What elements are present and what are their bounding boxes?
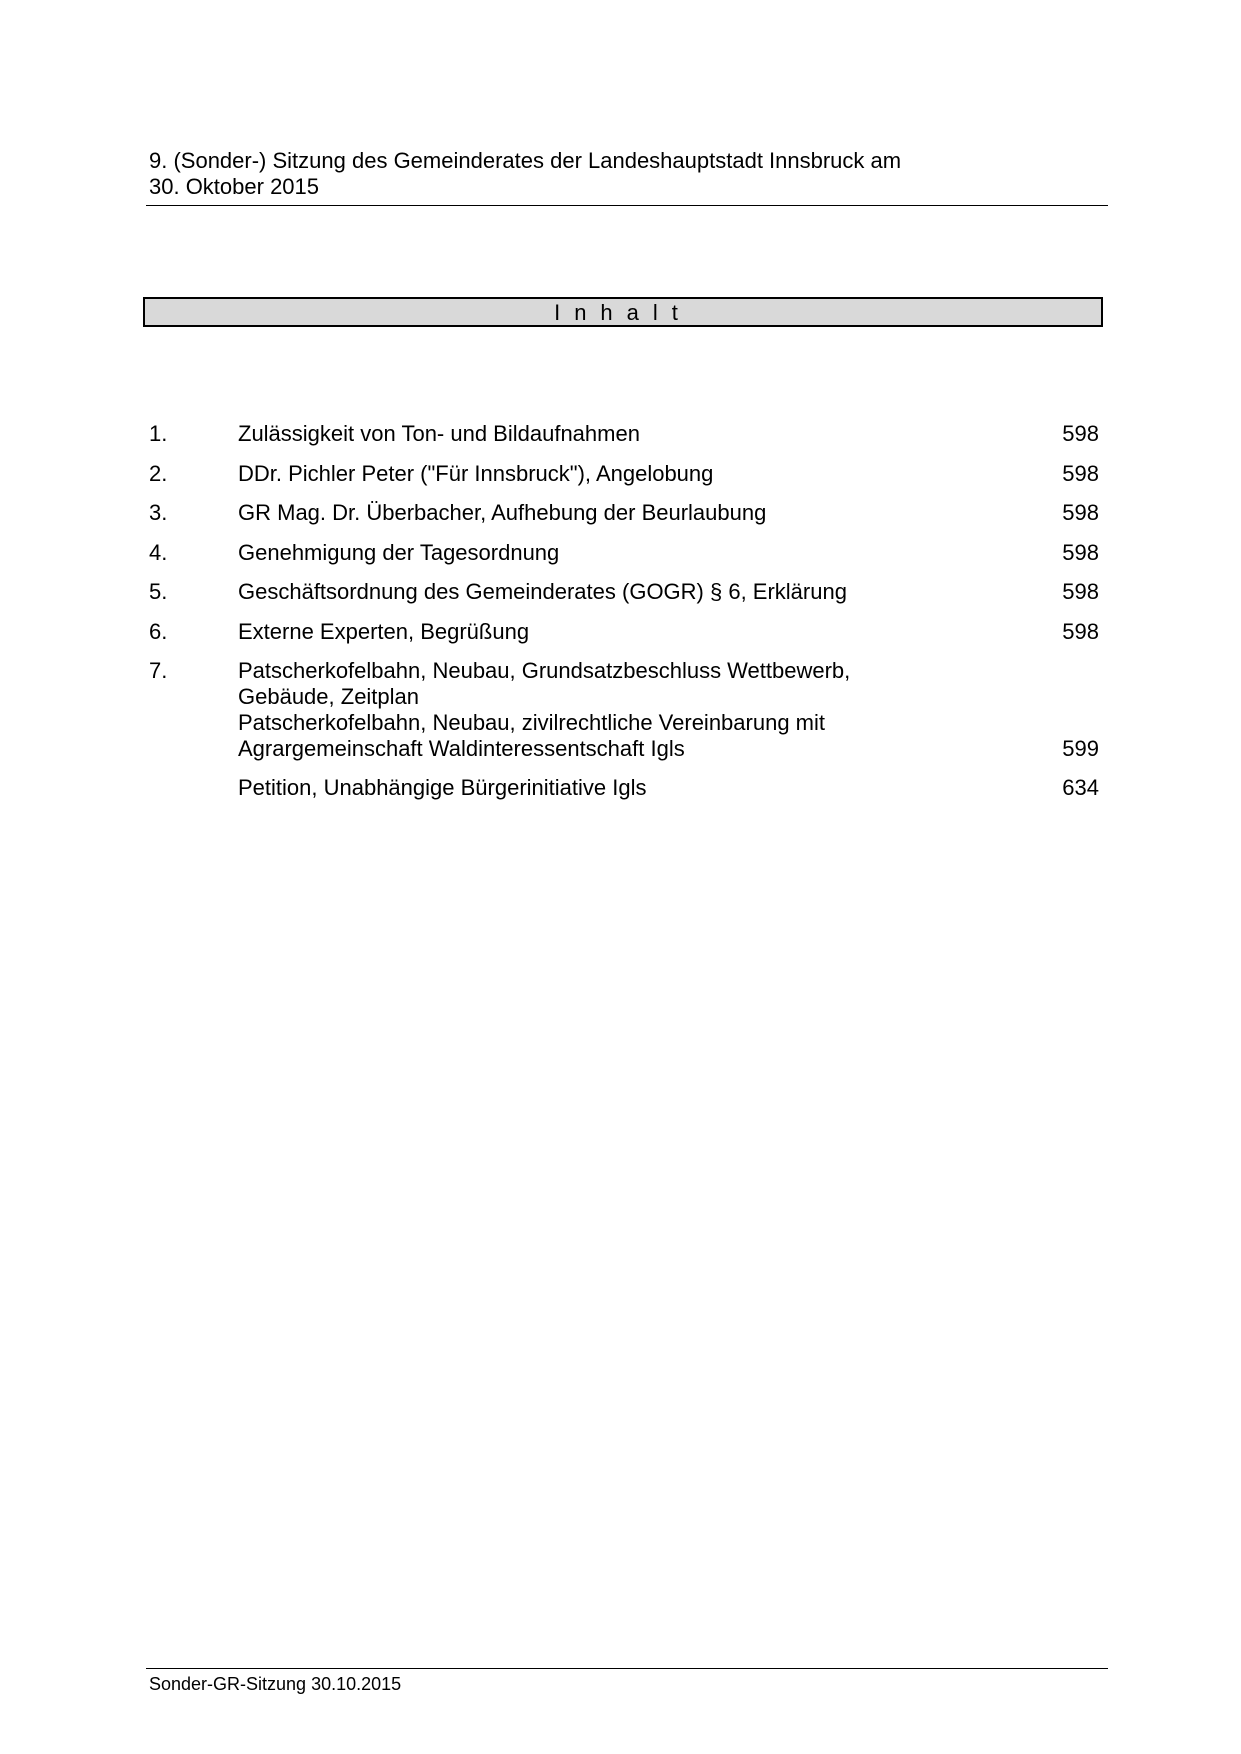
table-of-contents bbox=[149, 421, 1099, 815]
toc-entry-title: Petition, Unabhängige Bürgerinitiative Igls bbox=[238, 775, 647, 800]
toc-entry-title: DDr. Pichler Peter ("Für Innsbruck"), Angelobung bbox=[238, 460, 714, 486]
toc-entry-page: 598 bbox=[1062, 618, 1099, 644]
toc-entry-number: 6. bbox=[149, 618, 168, 644]
header-title-line-2: 30. Oktober 2015 bbox=[149, 174, 320, 199]
toc-entry-page: 634 bbox=[1062, 775, 1099, 800]
toc-entry-page: 599 bbox=[1062, 736, 1099, 761]
toc-entry-title: GR Mag. Dr. Überbacher, Aufhebung der Beurlaubung bbox=[238, 500, 767, 525]
toc-entry-4 bbox=[149, 540, 1099, 566]
toc-entry-number: 2. bbox=[149, 460, 168, 486]
page-footer: Sonder-GR-Sitzung 30.10.2015 bbox=[149, 1674, 402, 1694]
toc-entry-number: 3. bbox=[149, 500, 168, 525]
toc-entry-number: 1. bbox=[149, 421, 168, 446]
toc-entry-title: Genehmigung der Tagesordnung bbox=[238, 539, 560, 565]
toc-entry-page: 598 bbox=[1062, 579, 1099, 604]
toc-entry-page: 598 bbox=[1062, 539, 1099, 565]
toc-entry-2 bbox=[149, 461, 1099, 487]
toc-entry-number: 4. bbox=[149, 539, 168, 565]
toc-heading: Inhalt bbox=[143, 297, 1103, 327]
toc-entry-title: Zulässigkeit von Ton- und Bildaufnahmen bbox=[238, 421, 640, 446]
toc-entry-petition bbox=[149, 775, 1099, 801]
toc-entry-7 bbox=[149, 658, 1099, 762]
toc-entry-3 bbox=[149, 500, 1099, 526]
header-title-line-1: 9. (Sonder-) Sitzung des Gemeinderates der Landeshauptstadt Innsbruck am bbox=[149, 148, 902, 173]
toc-entry-title: Geschäftsordnung des Gemeinderates (GOGR) § 6, Erklärung bbox=[238, 579, 847, 604]
document-header bbox=[149, 148, 1104, 200]
toc-entry-1 bbox=[149, 421, 1099, 447]
toc-entry-page: 598 bbox=[1062, 500, 1099, 525]
toc-entry-5 bbox=[149, 579, 1099, 605]
toc-entry-number: 7. bbox=[149, 658, 168, 683]
toc-entry-6 bbox=[149, 619, 1099, 645]
footer-divider bbox=[146, 1668, 1108, 1669]
toc-entry-page: 598 bbox=[1062, 460, 1099, 486]
header-divider bbox=[146, 205, 1108, 206]
toc-entry-title: Externe Experten, Begrüßung bbox=[238, 618, 530, 644]
toc-entry-page: 598 bbox=[1062, 421, 1099, 446]
toc-entry-title: Patscherkofelbahn, Neubau, Grundsatzbeschluss Wettbewerb, Gebäude, Zeitplan Patscherkofelbahn, Neubau, zivilrechtliche Vereinbarung mit Agrargemeinschaft Waldinteressentschaft Igls bbox=[238, 658, 851, 761]
toc-entry-number: 5. bbox=[149, 579, 168, 604]
